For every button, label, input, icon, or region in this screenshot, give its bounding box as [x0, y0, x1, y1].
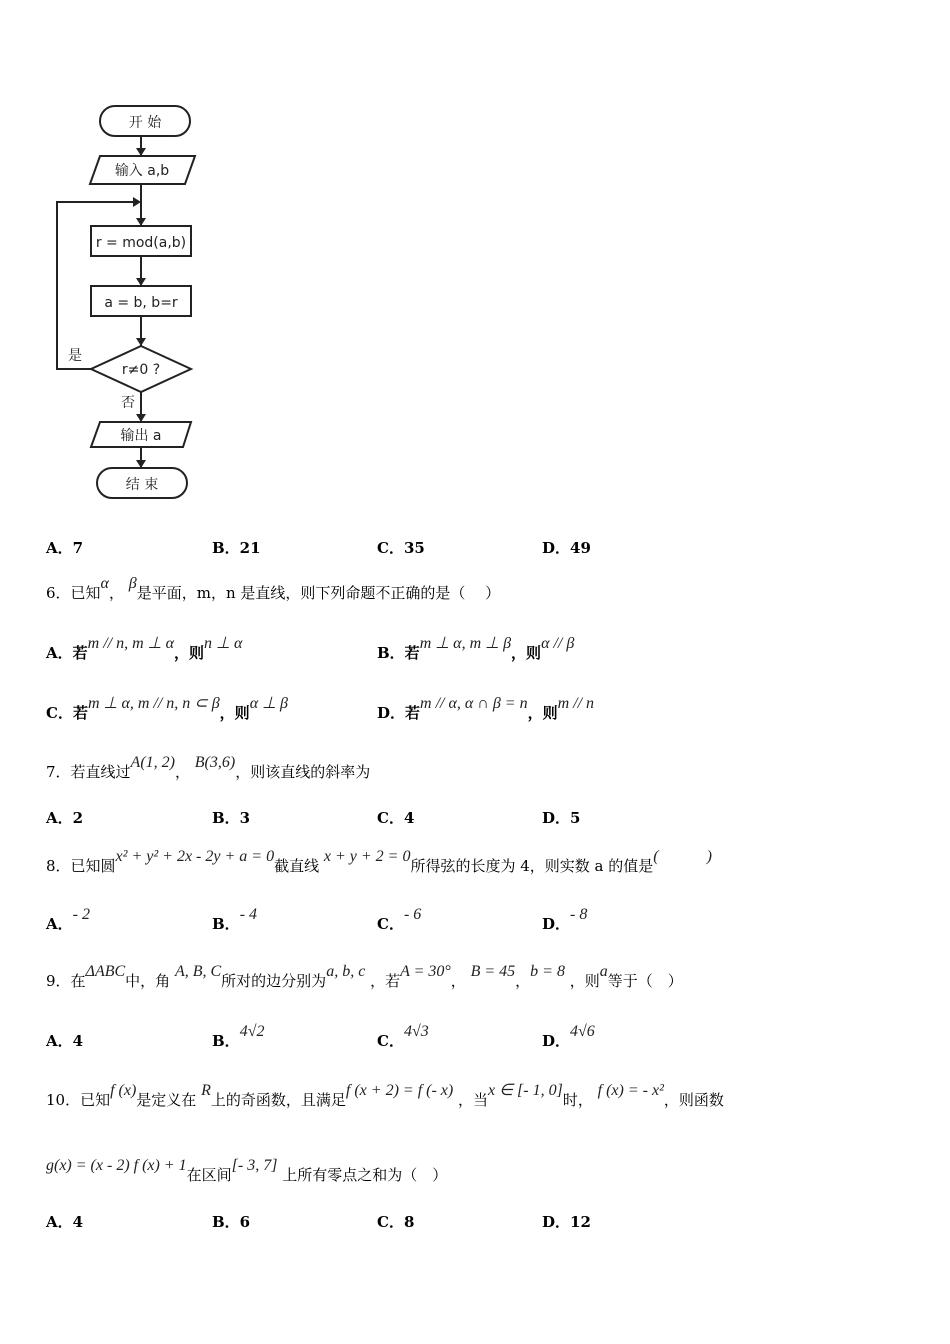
decision-label: r≠0 ?	[121, 362, 161, 378]
q6-option-b[interactable]: B．若m ⊥ α, m ⊥ β，则α // β	[377, 635, 575, 662]
input-label: 输入 a,b	[114, 163, 170, 179]
output-label: 输出 a	[120, 428, 162, 444]
q6-stem: 6．已知α， β是平面，m，n 是直线，则下列命题不正确的是（ ）	[46, 575, 501, 602]
mod-label: r = mod(a,b)	[95, 235, 187, 251]
q8-stem: 8．已知圆x² + y² + 2x - 2y + a = 0截直线 x + y + 2 = 0所得弦的长度为 4，则实数 a 的值是( )	[46, 848, 712, 875]
q10-option-a[interactable]: A．4	[46, 1213, 84, 1231]
q8-option-c[interactable]: C．- 6	[377, 906, 422, 933]
q5-option-d[interactable]: D．49	[542, 539, 591, 557]
q8-option-a[interactable]: A．- 2	[46, 906, 90, 933]
q10-option-c[interactable]: C．8	[377, 1213, 415, 1231]
q10-option-b[interactable]: B．6	[212, 1213, 251, 1231]
yes-label: 是	[68, 348, 82, 364]
flowchart	[45, 100, 215, 520]
q7-option-a[interactable]: A．2	[46, 809, 84, 827]
q5-option-b[interactable]: B．21	[212, 539, 261, 557]
q9-option-d[interactable]: D．4√6	[542, 1023, 595, 1050]
q7-stem: 7．若直线过A(1, 2)， B(3,6)，则该直线的斜率为	[46, 754, 371, 781]
q6-option-a[interactable]: A．若m // n, m ⊥ α，则n ⊥ α	[46, 635, 243, 662]
q9-stem: 9．在ΔABC中，角 A, B, C所对的边分别为a, b, c ，若A = 30°， B = 45，b = 8 ，则a等于（ ）	[46, 963, 683, 990]
q6-option-c[interactable]: C．若m ⊥ α, m // n, n ⊂ β，则α ⊥ β	[46, 695, 288, 722]
no-label: 否	[121, 395, 135, 411]
start-label: 开 始	[128, 115, 162, 131]
q7-option-c[interactable]: C．4	[377, 809, 415, 827]
q6-option-d[interactable]: D．若m // α, α ∩ β = n，则m // n	[377, 695, 595, 722]
q10-option-d[interactable]: D．12	[542, 1213, 591, 1231]
q7-option-b[interactable]: B．3	[212, 809, 251, 827]
q9-option-c[interactable]: C．4√3	[377, 1023, 429, 1050]
q10-stem-line2: g(x) = (x - 2) f (x) + 1在区间[- 3, 7] 上所有零点之和为（ ）	[46, 1157, 448, 1184]
q5-option-c[interactable]: C．35	[377, 539, 425, 557]
q7-option-d[interactable]: D．5	[542, 809, 581, 827]
assign-label: a = b, b=r	[104, 295, 178, 311]
q5-option-a[interactable]: A．7	[46, 539, 84, 557]
q9-option-a[interactable]: A．4	[46, 1032, 84, 1050]
q8-option-b[interactable]: B．- 4	[212, 906, 258, 933]
end-label: 结 束	[125, 477, 159, 493]
q10-stem-line1: 10．已知f (x)是定义在 R上的奇函数，且满足f (x + 2) = f (- x) ，当x ∈ [- 1, 0]时， f (x) = - x²，则函数	[46, 1082, 724, 1109]
q9-option-b[interactable]: B．4√2	[212, 1023, 265, 1050]
q8-option-d[interactable]: D．- 8	[542, 906, 588, 933]
